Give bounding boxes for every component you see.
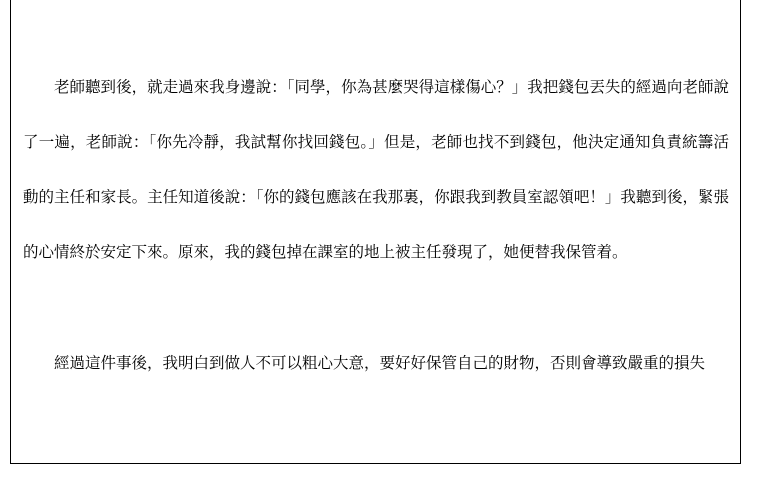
- document-body: [23, 60, 729, 391]
- paragraph-2: 經過這件事後，我明白到做人不可以粗心大意，要好好保管自己的財物，否則會導致嚴重的損失: [54, 354, 706, 372]
- document-page: [10, 0, 741, 464]
- paragraph-1: 老師聽到後，就走過來我身邊說：「同學，你為甚麼哭得這樣傷心？」我把錢包丟失的經過向老師說了一遍，老師說：「你先冷靜，我試幫你找回錢包。」但是，老師也找不到錢包，他決定通知負責統籌活動的主任和家長。主任知道後說：「你的錢包應該在我那裏，你跟我到教員室認領吧！」我聽到後，緊張的心情終於安定下來。原來，我的錢包掉在課室的地上被主任發現了，她便替我保管着。: [23, 78, 729, 261]
